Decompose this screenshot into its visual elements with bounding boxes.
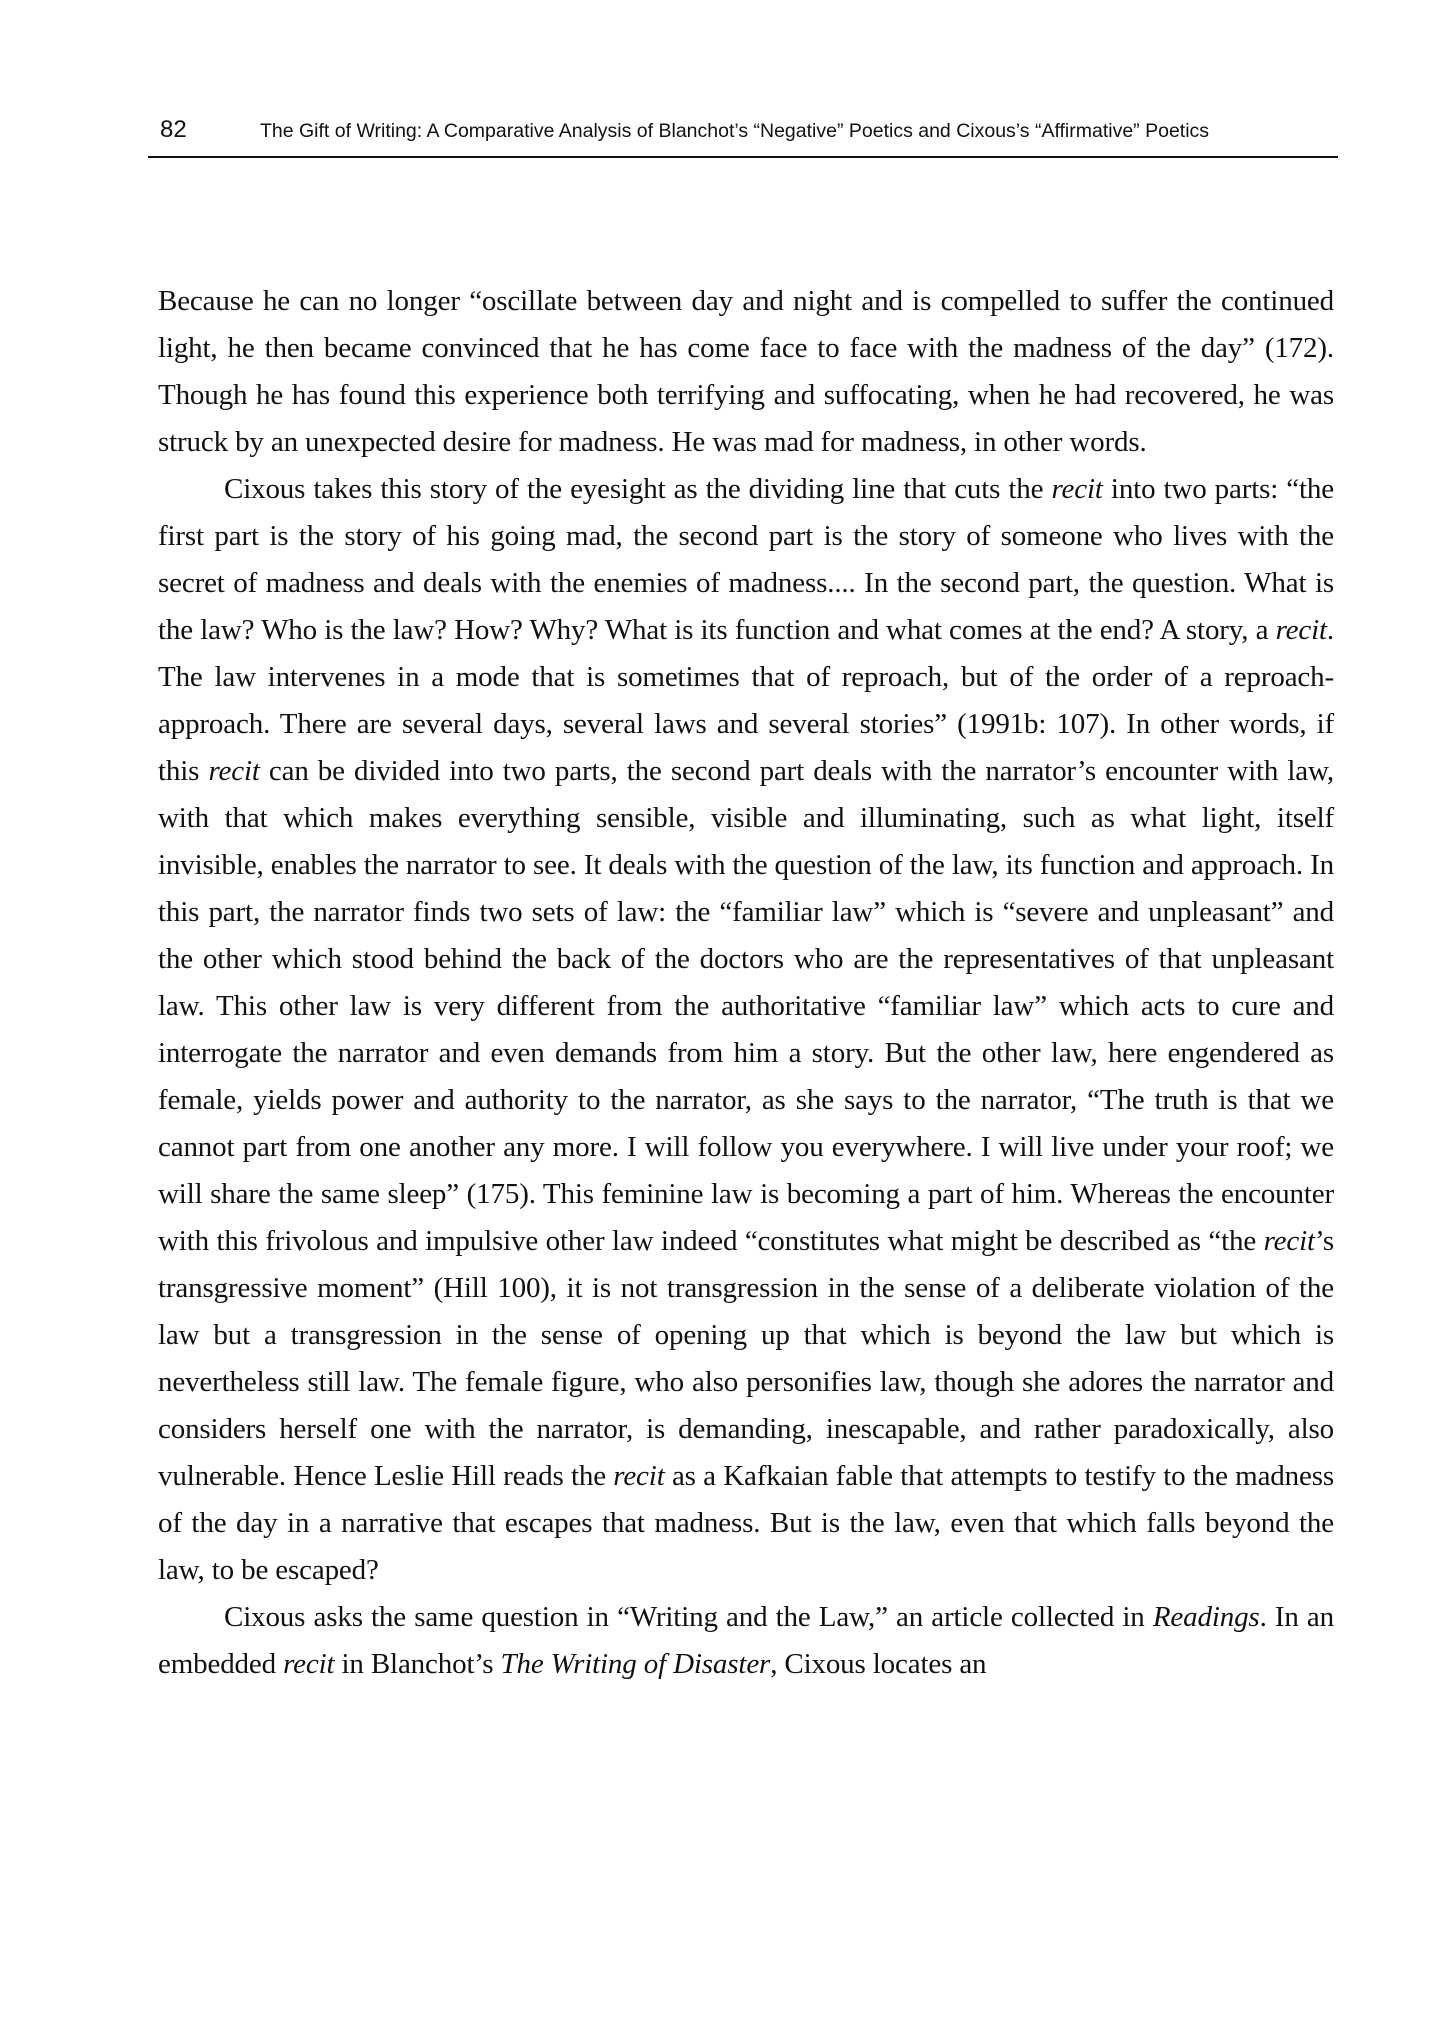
running-title: The Gift of Writing: A Comparative Analysis of Blanchot’s “Negative” Poetics and Cixous’s “Affirmative” Poetics [260,120,1210,142]
text-run: . The law intervenes in a mode that is sometimes that of reproach, but of the order of a reproach-approach. There are several days, several laws and several stories” (1991b: 107). In other words, if this [158,614,1334,787]
italic-text: Readings [1152,1601,1260,1633]
text-run: . In an embedded [158,1601,1335,1680]
italic-text: recit [208,755,260,787]
text-run: ’s transgressive moment” (Hill 100), it is not transgression in the sense of a deliberate violation of the law but a transgression in the sense of opening up that which is beyond the law but which is nevertheless still law. The female figure, who also personifies law, though she adores the narrator and considers herself one with the narrator, is demanding, inescapable, and rather paradoxically, also vulnerable. Hence Leslie Hill reads the [158,1225,1334,1492]
paragraph [158,278,1334,466]
text-run: can be divided into two parts, the second part deals with the narrator’s encounter with law, with that which makes everything sensible, visible and illuminating, such as what light, itself invisible, enables the narrator to see. It deals with the question of the law, its function and approach. In this part, the narrator finds two sets of law: the “familiar law” which is “severe and unpleasant” and the other which stood behind the back of the doctors who are the representatives of that unpleasant law. This other law is very different from the authoritative “familiar law” which acts to cure and interrogate the narrator and even demands from him a story. But the other law, here engendered as female, yields power and authority to the narrator, as she says to the narrator, “The truth is that we cannot part from one another any more. I will follow you everywhere. I will live under your roof; we will share the same sleep” (175). This feminine law is becoming a part of him. Whereas the encounter with this frivolous and impulsive other law indeed “constitutes what might be described as “the [158,755,1334,1257]
page-number: 82 [160,116,187,143]
body-text [158,278,1334,1688]
text-run: , Cixous locates an [770,1648,987,1680]
running-header [148,112,1338,158]
italic-text: recit [613,1460,665,1492]
italic-text: The Writing of Disaster [500,1648,771,1680]
paragraph [158,466,1334,1594]
text-run: into two parts: “the first part is the story of his going mad, the second part is the story of someone who lives with the secret of madness and deals with the enemies of madness.... In the second part, the question. What is the law? Who is the law? How? Why? What is its function and what comes at the end? A story, a [158,473,1334,646]
text-run: Because he can no longer “oscillate between day and night and is compelled to suffer the continued light, he then became convinced that he has come face to face with the madness of the day” (172). Though he has found this experience both terrifying and suffocating, when he had recovered, he was struck by an unexpected desire for madness. He was mad for madness, in other words. [158,285,1334,458]
italic-text: recit [1051,473,1103,505]
text-run: as a Kafkaian fable that attempts to testify to the madness of the day in a narrative that escapes that madness. But is the law, even that which falls beyond the law, to be escaped? [158,1460,1335,1586]
italic-text: recit [1275,614,1327,646]
italic-text: recit [1263,1225,1315,1257]
text-run: Cixous asks the same question in “Writing and the Law,” an article collected in [224,1601,1153,1633]
paragraph [158,1594,1334,1688]
text-run: Cixous takes this story of the eyesight as the dividing line that cuts the [224,473,1052,505]
italic-text: recit [283,1648,335,1680]
text-run: in Blanchot’s [334,1648,501,1680]
